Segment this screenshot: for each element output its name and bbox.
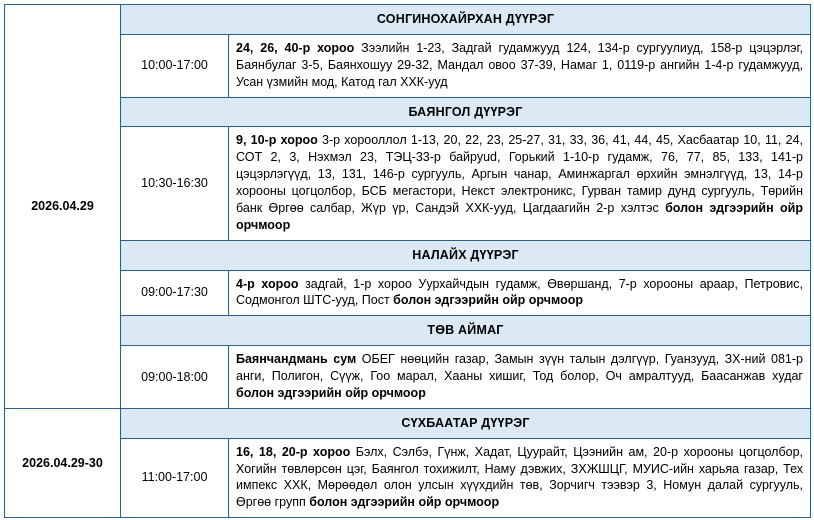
time-cell: 09:00-18:00 <box>121 346 229 409</box>
description-tail: болон эдгээрийн ойр орчмоор <box>236 200 803 232</box>
description-lead: Баянчандмань сум <box>236 352 357 367</box>
time-cell: 10:00-17:00 <box>121 34 229 97</box>
description-lead: 16, 18, 20-р хороо <box>236 444 351 459</box>
description-body: Бэлх, Сэлбэ, Гүнж, Хадат, Цуурайт, Цээнийн ам, 20-р хорооны цогцолбор, Хогийн төвлөрсөн цэг, Баянгол тохижилт, Наму дэвжих, ЗХЖШЦГ, МУИС-ийн харьяа газар, Тех импекс ХХК, Мөрөөдөл олон улсын хүүхдийн төв, Зорчигч тээвэр 3, Номун далай сургууль, Өргөө групп <box>236 444 804 510</box>
description-tail: болон эдгээрийн ойр орчмоор <box>309 495 500 510</box>
table-row <box>5 127 811 240</box>
description-body: Зээлийн 1-23, Задгай гудамжууд 124, 134-р сургуулиуд, 158-р цэцэрлэг, Баянбулаг 3-5, Баянхошуу 29-32, Мандал овоо 37-39, Намаг 1, 0119-р ангийн 1-4-р гудамжууд, Усан үзмийн мод, Катод гал ХХК-ууд <box>236 40 804 89</box>
description-cell <box>229 346 811 409</box>
description-tail: болон эдгээрийн ойр орчмоор <box>393 293 583 308</box>
date-cell: 2026.04.29 <box>5 5 121 409</box>
table-row <box>5 438 811 518</box>
district-row <box>5 5 811 35</box>
time-cell: 11:00-17:00 <box>121 438 229 518</box>
district-header-songinokhairkhan: СОНГИНОХАЙРХАН ДҮҮРЭГ <box>121 5 811 35</box>
district-row <box>5 316 811 346</box>
date-cell: 2026.04.29-30 <box>5 408 121 517</box>
district-row <box>5 97 811 127</box>
table-row <box>5 270 811 316</box>
description-body: задгай, 1-р хороо Уурхайчдын гудамж, Өвөршанд, 7-р хорооны араар, Петровис, Содмонгол ШТС-ууд, Пост <box>236 276 803 308</box>
description-lead: 4-р хороо <box>236 276 299 291</box>
description-tail: болон эдгээрийн ойр орчмоор <box>236 385 426 400</box>
time-cell: 09:00-17:30 <box>121 270 229 316</box>
district-row <box>5 408 811 438</box>
district-header-tuv-aimag: ТӨВ АЙМАГ <box>121 316 811 346</box>
description-body: ОБЕГ нөөцийн газар, Замын зүүн талын дэлгүүр, Гуанзууд, ЗХ-ний 081-р анги, Полигон, Сүүж, Гоо марал, Хааны хишиг, Тод болор, Оч амралтууд, Баасанжав худаг <box>236 352 803 383</box>
district-header-sukhbaatar: СҮХБААТАР ДҮҮРЭГ <box>121 408 811 438</box>
description-lead: 24, 26, 40-р хороо <box>236 40 355 55</box>
description-cell <box>229 34 811 97</box>
outage-schedule-table <box>4 4 811 518</box>
description-lead: 9, 10-р хороо <box>236 133 318 148</box>
description-cell <box>229 127 811 240</box>
district-header-bayangol: БАЯНГОЛ ДҮҮРЭГ <box>121 97 811 127</box>
description-cell <box>229 270 811 316</box>
time-cell: 10:30-16:30 <box>121 127 229 240</box>
description-cell <box>229 438 811 518</box>
table-row <box>5 346 811 409</box>
table-row <box>5 34 811 97</box>
district-header-nalaikh: НАЛАЙХ ДҮҮРЭГ <box>121 240 811 270</box>
district-row <box>5 240 811 270</box>
description-body: 3-р хорооллол 1-13, 20, 22, 23, 25-27, 31, 33, 36, 41, 44, 45, Хасбаатар 10, 11, 24, СОТ 2, 3, Нэхмэл 23, ТЭЦ-33-р байруud, Горький 1-10-р гудамж, 76, 77, 85, 133, 141-р цэцэрлэгүүд, 13, 131, 146-р сургууль, Аргын чанар, Аминжаргал өрхийн эмнэлгүүд, 13, 14-р хорооны цогцолбор, БСБ мегастори, Некст электроникс, Гурван тамир дунд сургууль, Төрийн банк Өргөө салбар, Жүр үр, Сандэй ХХК-ууд, Цагдаагийн 2-р хэлтэс <box>236 133 803 215</box>
